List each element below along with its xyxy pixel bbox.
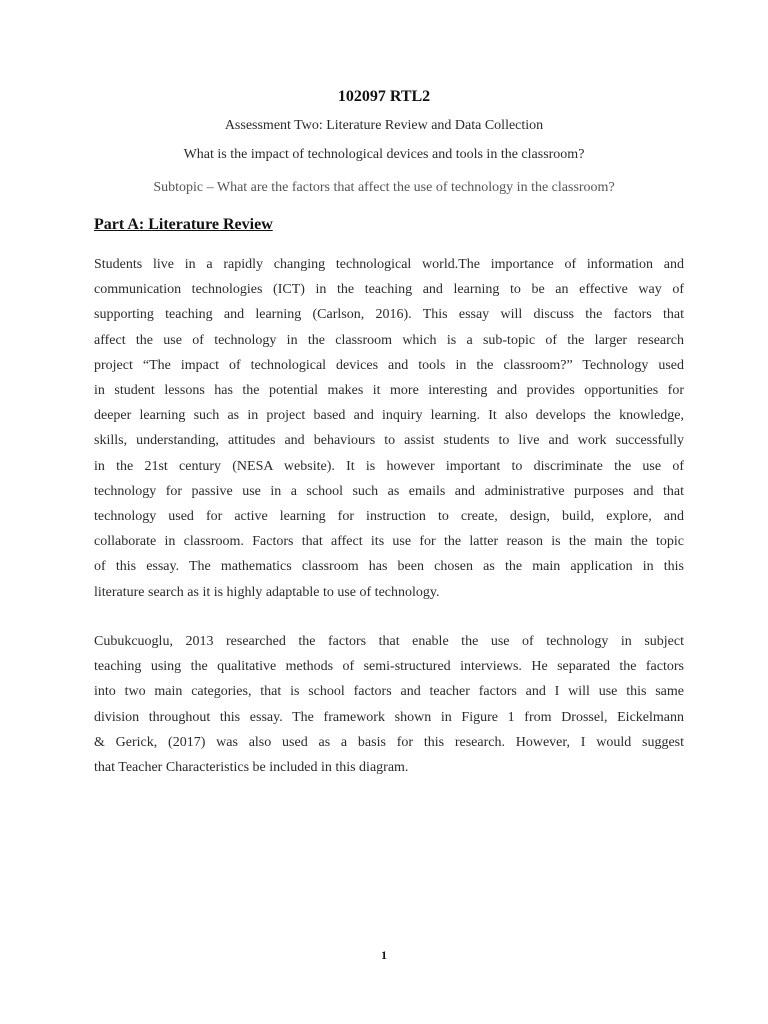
paragraph-line: Students live in a rapidly changing technological world.The importance of information and [94,257,684,272]
research-question: What is the impact of technological devices and tools in the classroom? [183,147,585,162]
paragraph-line: collaborate in classroom. Factors that affect its use for the latter reason is the main the topic [94,534,684,550]
paragraph-line: division throughout this essay. The framework shown in Figure 1 from Drossel, Eickelmann [94,709,684,725]
paragraph-line: affect the use of technology in the classroom which is a sub-topic of the larger research [94,332,684,348]
paragraph-line: literature search as it is highly adaptable to use of technology. [94,584,440,600]
paragraph-line: communication technologies (ICT) in the teaching and learning to be an effective way of [94,282,684,298]
page-number: 1 [381,948,387,962]
section-heading: Part A: Literature Review [94,216,273,233]
paragraph-line: technology for passive use in a school such as emails and administrative purposes and that [94,483,684,499]
document-title: 102097 RTL2 [337,88,431,105]
paragraph-line: Cubukcuoglu, 2013 researched the factors that enable the use of technology in subject [94,634,684,649]
paragraph-1 [94,252,684,605]
paragraph-line: project “The impact of technological devices and tools in the classroom?” Technology used [94,357,684,373]
paragraph-line: technology used for active learning for instruction to create, design, build, explore, and [94,509,684,525]
paragraph-line: & Gerick, (2017) was also used as a basis for this research. However, I would suggest [94,734,684,750]
paragraph-line: in the 21st century (NESA website). It is however important to discriminate the use of [94,458,684,474]
subtopic-line: Subtopic – What are the factors that affect the use of technology in the classroom? [153,180,615,195]
paragraph-line: skills, understanding, attitudes and behaviours to assist students to live and work successfully [94,433,684,449]
paragraph-line: in student lessons has the potential makes it more interesting and provides opportunities for [94,383,684,399]
paragraph-line: supporting teaching and learning (Carlson, 2016). This essay will discuss the factors that [94,307,684,323]
paragraph-line: that Teacher Characteristics be included in this diagram. [94,760,409,776]
paragraph-line: deeper learning such as in project based and inquiry learning. It also develops the knowledge, [94,408,684,424]
assessment-line: Assessment Two: Literature Review and Data Collection [224,118,544,133]
paragraph-line: of this essay. The mathematics classroom has been chosen as the main application in this [94,559,684,575]
paragraph-2 [94,629,684,780]
paragraph-line: into two main categories, that is school factors and teacher factors and I will use this same [94,684,684,700]
paragraph-line: teaching using the qualitative methods of semi-structured interviews. He separated the factors [94,659,684,675]
